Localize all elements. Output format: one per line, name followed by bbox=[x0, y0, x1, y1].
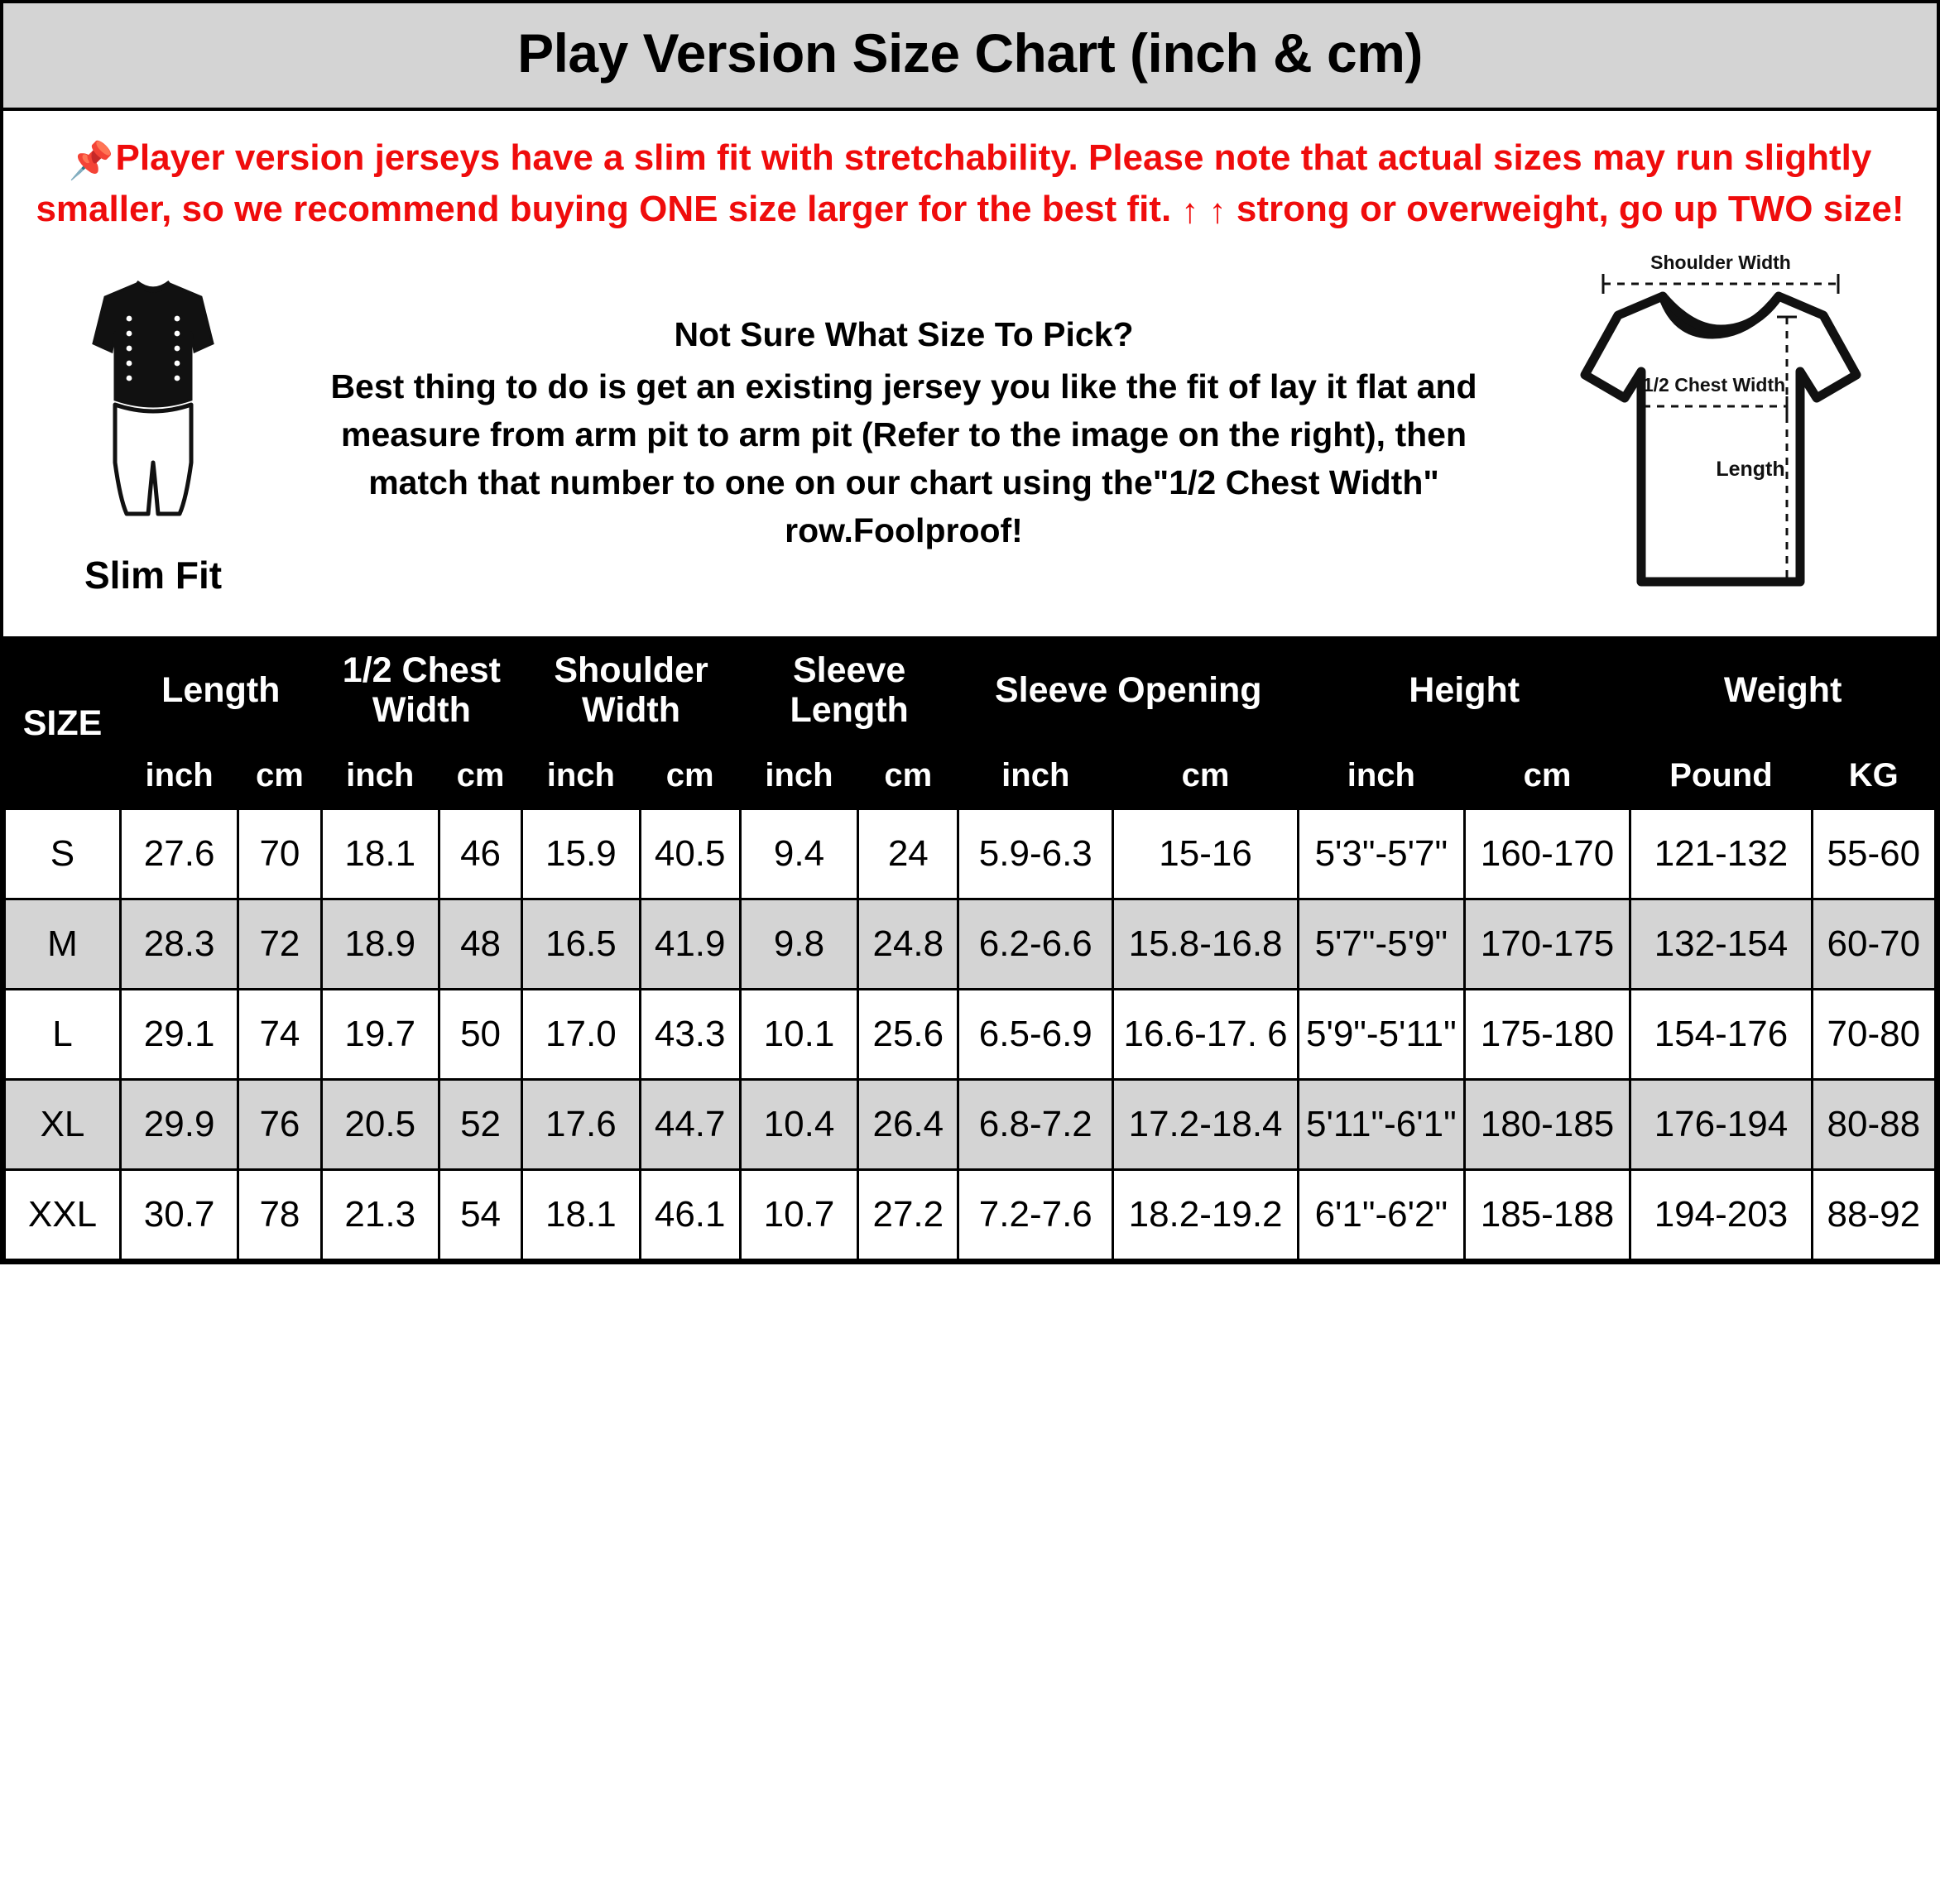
cell-m-shoulder-inch: 16.5 bbox=[522, 899, 640, 990]
table-group-header-row bbox=[5, 637, 1936, 742]
cell-xl-sleeve-opening-inch: 6.8-7.2 bbox=[958, 1080, 1113, 1170]
pushpin-icon: 📌 bbox=[68, 141, 114, 181]
table-row bbox=[5, 1080, 1936, 1170]
unit-sleeve-length-inch: inch bbox=[740, 743, 857, 809]
cell-m-weight-kg: 60-70 bbox=[1812, 899, 1935, 990]
cell-s-shoulder-cm: 40.5 bbox=[640, 809, 740, 899]
size-notice bbox=[3, 111, 1937, 242]
table-row bbox=[5, 990, 1936, 1080]
notice-text-part2: strong or overweight, go up TWO size! bbox=[1226, 189, 1904, 230]
cell-xl-half-chest-inch: 20.5 bbox=[321, 1080, 439, 1170]
cell-xl-height-inch: 5'11"-6'1" bbox=[1299, 1080, 1465, 1170]
cell-m-height-inch: 5'7"-5'9" bbox=[1299, 899, 1465, 990]
size-table bbox=[3, 636, 1937, 1261]
unit-sleeve-opening-inch: inch bbox=[958, 743, 1113, 809]
unit-sleeve-opening-cm: cm bbox=[1113, 743, 1299, 809]
chart-title-bar bbox=[3, 3, 1937, 111]
slim-fit-figure-icon bbox=[46, 267, 261, 540]
cell-l-shoulder-inch: 17.0 bbox=[522, 990, 640, 1080]
cell-xl-length-inch: 29.9 bbox=[120, 1080, 238, 1170]
cell-xxl-sleeve-length-cm: 27.2 bbox=[858, 1170, 958, 1260]
cell-xxl-sleeve-length-inch: 10.7 bbox=[740, 1170, 857, 1260]
cell-l-height-inch: 5'9"-5'11" bbox=[1299, 990, 1465, 1080]
cell-s-half-chest-cm: 46 bbox=[439, 809, 521, 899]
cell-s-sleeve-length-inch: 9.4 bbox=[740, 809, 857, 899]
slim-fit-illustration-block bbox=[25, 267, 281, 597]
cell-xl-length-cm: 76 bbox=[238, 1080, 321, 1170]
cell-xl-weight-kg: 80-88 bbox=[1812, 1080, 1935, 1170]
cell-l-half-chest-inch: 19.7 bbox=[321, 990, 439, 1080]
cell-m-half-chest-inch: 18.9 bbox=[321, 899, 439, 990]
unit-weight-pound: Pound bbox=[1630, 743, 1812, 809]
size-help-question: Not Sure What Size To Pick? bbox=[674, 315, 1134, 354]
cell-s-sleeve-opening-cm: 15-16 bbox=[1113, 809, 1299, 899]
diagram-shoulder-width-label: Shoulder Width bbox=[1650, 251, 1791, 273]
cell-s-half-chest-inch: 18.1 bbox=[321, 809, 439, 899]
arrow-up-icon-2: ↑ bbox=[1208, 191, 1227, 231]
cell-xxl-half-chest-inch: 21.3 bbox=[321, 1170, 439, 1260]
cell-l-sleeve-opening-cm: 16.6-17. 6 bbox=[1113, 990, 1299, 1080]
cell-xxl-sleeve-opening-inch: 7.2-7.6 bbox=[958, 1170, 1113, 1260]
cell-l-sleeve-length-cm: 25.6 bbox=[858, 990, 958, 1080]
diagram-length-label: Length bbox=[1716, 457, 1785, 481]
table-unit-header-row bbox=[5, 743, 1936, 809]
unit-weight-kg: KG bbox=[1812, 743, 1935, 809]
cell-s-shoulder-inch: 15.9 bbox=[522, 809, 640, 899]
unit-height-cm: cm bbox=[1464, 743, 1630, 809]
cell-l-weight-kg: 70-80 bbox=[1812, 990, 1935, 1080]
cell-xxl-weight-pound: 194-203 bbox=[1630, 1170, 1812, 1260]
row-size-xxl: XXL bbox=[5, 1170, 121, 1260]
unit-shoulder-inch: inch bbox=[522, 743, 640, 809]
cell-s-sleeve-length-cm: 24 bbox=[858, 809, 958, 899]
cell-s-height-inch: 5'3"-5'7" bbox=[1299, 809, 1465, 899]
cell-s-height-cm: 160-170 bbox=[1464, 809, 1630, 899]
cell-xl-shoulder-inch: 17.6 bbox=[522, 1080, 640, 1170]
cell-xxl-sleeve-opening-cm: 18.2-19.2 bbox=[1113, 1170, 1299, 1260]
cell-l-half-chest-cm: 50 bbox=[439, 990, 521, 1080]
cell-xxl-shoulder-inch: 18.1 bbox=[522, 1170, 640, 1260]
unit-height-inch: inch bbox=[1299, 743, 1465, 809]
cell-s-length-cm: 70 bbox=[238, 809, 321, 899]
cell-xl-height-cm: 180-185 bbox=[1464, 1080, 1630, 1170]
table-row bbox=[5, 809, 1936, 899]
table-header-height: Height bbox=[1299, 637, 1630, 742]
size-help-body: Best thing to do is get an existing jersey you like the fit of lay it flat and measure from arm pit to arm pit (Refer to the image on the right), then match that number to one on our chart using the"1/2 Chest Width" row.Foolproof! bbox=[330, 367, 1477, 550]
cell-xl-sleeve-length-cm: 26.4 bbox=[858, 1080, 958, 1170]
cell-xl-sleeve-length-inch: 10.4 bbox=[740, 1080, 857, 1170]
slim-fit-label: Slim Fit bbox=[84, 554, 223, 597]
cell-l-shoulder-cm: 43.3 bbox=[640, 990, 740, 1080]
cell-xl-sleeve-opening-cm: 17.2-18.4 bbox=[1113, 1080, 1299, 1170]
table-header-weight: Weight bbox=[1630, 637, 1936, 742]
cell-s-weight-pound: 121-132 bbox=[1630, 809, 1812, 899]
notice-text-part1: Player version jerseys have a slim fit with stretchability. Please note that actual sizes may run slightly smaller, so we recommend buying ONE size larger for the best fit. bbox=[36, 137, 1872, 230]
row-size-m: M bbox=[5, 899, 121, 990]
cell-m-sleeve-length-inch: 9.8 bbox=[740, 899, 857, 990]
table-header-shoulder-width: Shoulder Width bbox=[522, 637, 741, 742]
cell-s-length-inch: 27.6 bbox=[120, 809, 238, 899]
page-title: Play Version Size Chart (inch & cm) bbox=[517, 22, 1423, 84]
table-header-half-chest-width: 1/2 Chest Width bbox=[321, 637, 522, 742]
cell-xl-half-chest-cm: 52 bbox=[439, 1080, 521, 1170]
cell-xxl-height-inch: 6'1"-6'2" bbox=[1299, 1170, 1465, 1260]
cell-xxl-length-cm: 78 bbox=[238, 1170, 321, 1260]
cell-s-sleeve-opening-inch: 5.9-6.3 bbox=[958, 809, 1113, 899]
measurement-diagram-block bbox=[1526, 251, 1915, 615]
fit-info-section bbox=[3, 242, 1937, 636]
cell-s-weight-kg: 55-60 bbox=[1812, 809, 1935, 899]
table-row bbox=[5, 899, 1936, 990]
cell-l-sleeve-length-inch: 10.1 bbox=[740, 990, 857, 1080]
tshirt-measurement-diagram-icon bbox=[1539, 251, 1903, 615]
cell-l-weight-pound: 154-176 bbox=[1630, 990, 1812, 1080]
unit-half-chest-cm: cm bbox=[439, 743, 521, 809]
unit-length-inch: inch bbox=[120, 743, 238, 809]
cell-m-shoulder-cm: 41.9 bbox=[640, 899, 740, 990]
table-header-sleeve-opening: Sleeve Opening bbox=[958, 637, 1299, 742]
cell-l-sleeve-opening-inch: 6.5-6.9 bbox=[958, 990, 1113, 1080]
cell-m-sleeve-opening-cm: 15.8-16.8 bbox=[1113, 899, 1299, 990]
cell-m-weight-pound: 132-154 bbox=[1630, 899, 1812, 990]
cell-m-length-cm: 72 bbox=[238, 899, 321, 990]
cell-l-length-cm: 74 bbox=[238, 990, 321, 1080]
cell-l-length-inch: 29.1 bbox=[120, 990, 238, 1080]
row-size-s: S bbox=[5, 809, 121, 899]
table-header-sleeve-length: Sleeve Length bbox=[740, 637, 958, 742]
cell-xl-shoulder-cm: 44.7 bbox=[640, 1080, 740, 1170]
row-size-l: L bbox=[5, 990, 121, 1080]
cell-m-sleeve-opening-inch: 6.2-6.6 bbox=[958, 899, 1113, 990]
cell-xxl-shoulder-cm: 46.1 bbox=[640, 1170, 740, 1260]
cell-xxl-weight-kg: 88-92 bbox=[1812, 1170, 1935, 1260]
table-row bbox=[5, 1170, 1936, 1260]
diagram-half-chest-width-label: 1/2 Chest Width bbox=[1642, 373, 1786, 396]
unit-length-cm: cm bbox=[238, 743, 321, 809]
arrow-up-icon-1: ↑ bbox=[1181, 191, 1199, 231]
cell-m-length-inch: 28.3 bbox=[120, 899, 238, 990]
size-help-text bbox=[290, 310, 1518, 554]
row-size-xl: XL bbox=[5, 1080, 121, 1170]
unit-sleeve-length-cm: cm bbox=[858, 743, 958, 809]
cell-m-height-cm: 170-175 bbox=[1464, 899, 1630, 990]
cell-l-height-cm: 175-180 bbox=[1464, 990, 1630, 1080]
table-header-size: SIZE bbox=[5, 637, 121, 808]
table-header-length: Length bbox=[120, 637, 321, 742]
cell-xl-weight-pound: 176-194 bbox=[1630, 1080, 1812, 1170]
cell-xxl-half-chest-cm: 54 bbox=[439, 1170, 521, 1260]
cell-xxl-height-cm: 185-188 bbox=[1464, 1170, 1630, 1260]
cell-m-sleeve-length-cm: 24.8 bbox=[858, 899, 958, 990]
unit-shoulder-cm: cm bbox=[640, 743, 740, 809]
cell-xxl-length-inch: 30.7 bbox=[120, 1170, 238, 1260]
unit-half-chest-inch: inch bbox=[321, 743, 439, 809]
cell-m-half-chest-cm: 48 bbox=[439, 899, 521, 990]
